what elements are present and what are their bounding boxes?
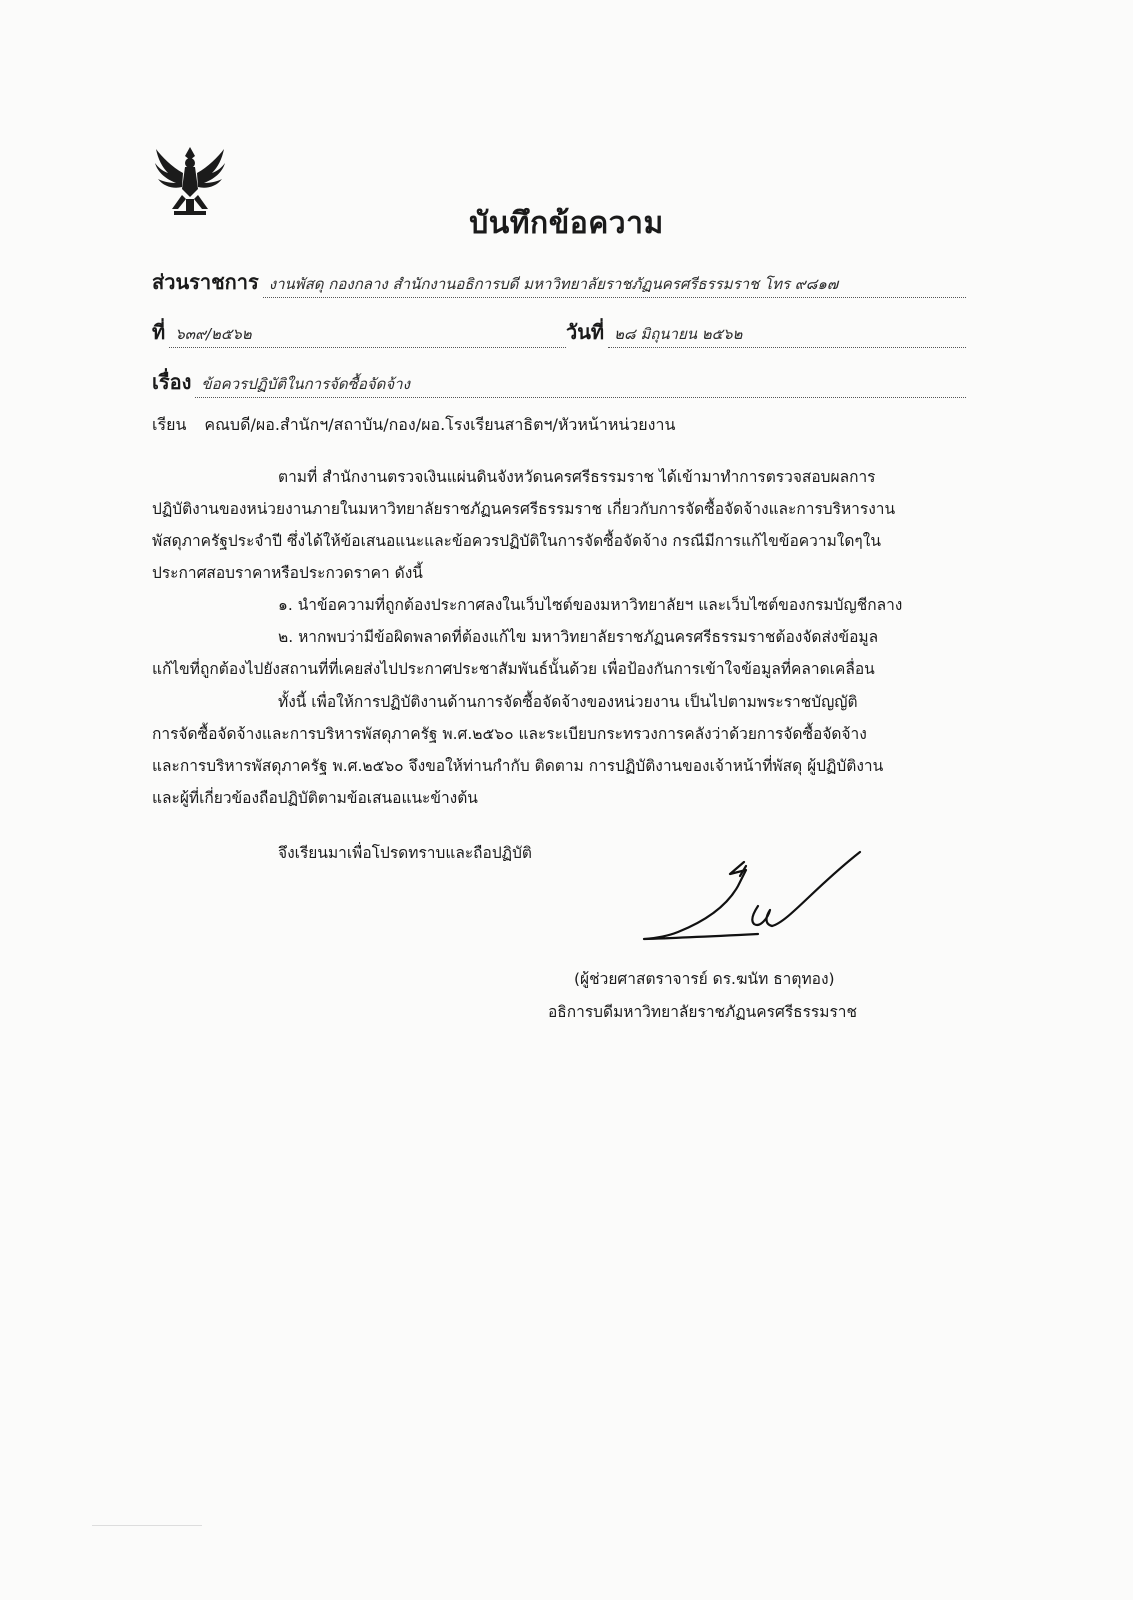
reference-number: ๖๓๙/๒๕๖๒ — [169, 322, 566, 348]
subject-field — [152, 366, 966, 398]
addressee-value: คณบดี/ผอ.สำนักฯ/สถาบัน/กอง/ผอ.โรงเรียนสาธิตฯ/หัวหน้าหน่วยงาน — [204, 415, 676, 434]
item-2-line-2: แก้ไขที่ถูกต้องไปยังสถานที่ที่เคยส่งไปประกาศประชาสัมพันธ์นั้นด้วย เพื่อป้องกันการเข้าใจข้อมูลที่คลาดเคลื่อน — [152, 660, 875, 678]
paragraph-2-line-2: การจัดซื้อจัดจ้างและการบริหารพัสดุภาครัฐ พ.ศ.๒๕๖๐ และระเบียบกระทรวงการคลังว่าด้วยการจัดซื้อจัดจ้าง — [152, 725, 867, 743]
memo-title: บันทึกข้อความ — [469, 206, 664, 241]
addressee-label: เรียน — [152, 415, 187, 434]
date-field — [566, 316, 966, 348]
paragraph-1-line-4: ประกาศสอบราคาหรือประกวดราคา ดังนี้ — [152, 564, 423, 582]
addressee-line — [152, 413, 675, 438]
date-value: ๒๘ มิถุนายน ๒๕๖๒ — [608, 322, 966, 348]
paragraph-2-line-4: และผู้ที่เกี่ยวข้องถือปฏิบัติตามข้อเสนอแนะข้างต้น — [152, 789, 478, 807]
paragraph-1-line-3: พัสดุภาครัฐประจำปี ซึ่งได้ให้ข้อเสนอแนะและข้อควรปฏิบัติในการจัดซื้อจัดจ้าง กรณีมีการแก้ไขข้อความใดๆใน — [152, 532, 881, 550]
paragraph-2-line-3: และการบริหารพัสดุภาครัฐ พ.ศ.๒๕๖๐ จึงขอให้ท่านกำกับ ติดตาม การปฏิบัติงานของเจ้าหน้าที่พัสดุ ผู้ปฏิบัติงาน — [152, 757, 884, 775]
subject-value: ข้อควรปฏิบัติในการจัดซื้อจัดจ้าง — [195, 372, 966, 398]
item-2-line-1: ๒. หากพบว่ามีข้อผิดพลาดที่ต้องแก้ไข มหาวิทยาลัยราชภัฏนครศรีธรรมราชต้องจัดส่งข้อมูล — [278, 628, 879, 646]
handwritten-signature — [638, 846, 868, 946]
department-label: ส่วนราชการ — [152, 270, 259, 294]
department-field — [152, 266, 966, 298]
footer-divider — [92, 1525, 202, 1526]
item-1: ๑. นำข้อความที่ถูกต้องประกาศลงในเว็บไซต์ของมหาวิทยาลัยฯ และเว็บไซต์ของกรมบัญชีกลาง — [278, 596, 903, 614]
signatory-name: (ผู้ช่วยศาสตราจารย์ ดร.ฆนัท ธาตุทอง) — [574, 970, 835, 988]
reference-label: ที่ — [152, 320, 166, 344]
reference-field — [152, 316, 566, 348]
signatory-position: อธิการบดีมหาวิทยาลัยราชภัฏนครศรีธรรมราช — [548, 1003, 858, 1021]
subject-label: เรื่อง — [152, 370, 192, 394]
paragraph-1-line-2: ปฏิบัติงานของหน่วยงานภายในมหาวิทยาลัยราชภัฏนครศรีธรรมราช เกี่ยวกับการจัดซื้อจัดจ้างและการบริหารงาน — [152, 500, 896, 518]
paragraph-1-line-1: ตามที่ สำนักงานตรวจเงินแผ่นดินจังหวัดนครศรีธรรมราช ได้เข้ามาทำการตรวจสอบผลการ — [278, 468, 876, 486]
department-value: งานพัสดุ กองกลาง สำนักงานอธิการบดี มหาวิทยาลัยราชภัฏนครศรีธรรมราช โทร ๙๘๑๗ — [263, 272, 966, 298]
paragraph-2-line-1: ทั้งนี้ เพื่อให้การปฏิบัติงานด้านการจัดซื้อจัดจ้างของหน่วยงาน เป็นไปตามพระราชบัญญัติ — [278, 693, 858, 711]
closing-line: จึงเรียนมาเพื่อโปรดทราบและถือปฏิบัติ — [278, 844, 532, 862]
date-label: วันที่ — [566, 320, 605, 344]
